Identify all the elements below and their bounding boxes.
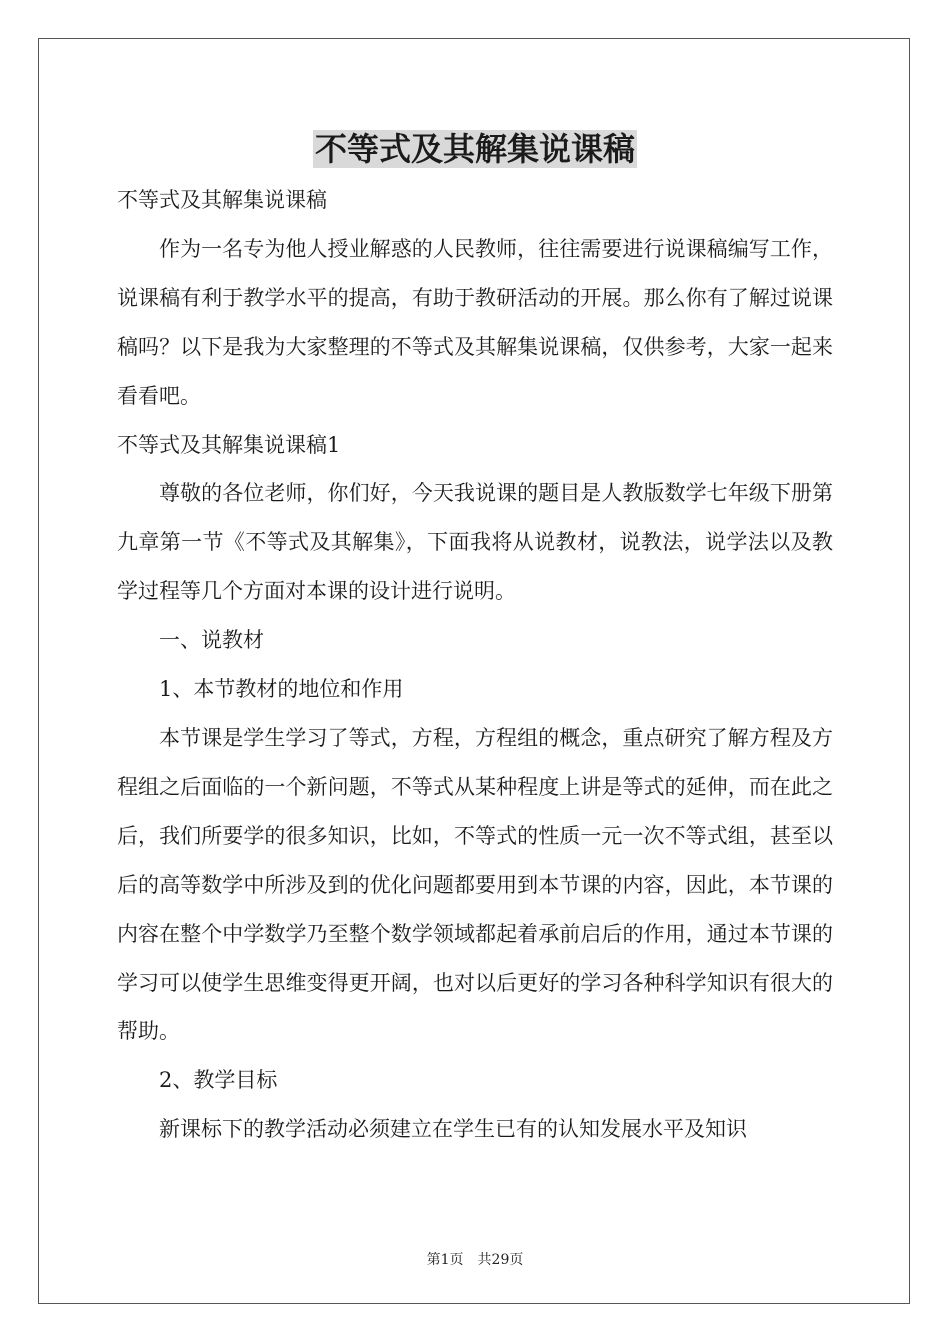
body-paragraph: 作为一名专为他人授业解惑的人民教师，往往需要进行说课稿编写工作，说课稿有利于教学水平的提高，有助于教研活动的开展。那么你有了解过说课稿吗？以下是我为大家整理的不等式及其解集说课稿，仅供参考，大家一起来看看吧。 <box>117 236 833 408</box>
body-paragraph: 一、说教材 <box>159 628 264 653</box>
document-title <box>0 126 950 172</box>
body-paragraph: 不等式及其解集说课稿 <box>117 188 327 212</box>
body-paragraph: 新课标下的教学活动必须建立在学生已有的认知发展水平及知识 <box>159 1117 747 1142</box>
document-body <box>117 176 833 1154</box>
body-paragraph: 2、教学目标 <box>159 1068 278 1093</box>
body-paragraph: 尊敬的各位老师，你们好，今天我说课的题目是人教版数学七年级下册第九章第一节《不等式及其解集》，下面我将从说教材，说教法，说学法以及教学过程等几个方面对本课的设计进行说明。 <box>117 481 833 604</box>
body-paragraph: 不等式及其解集说课稿1 <box>117 432 341 457</box>
body-paragraph: 本节课是学生学习了等式，方程，方程组的概念，重点研究了解方程及方程组之后面临的一个新问题，不等式从某种程度上讲是等式的延伸，而在此之后，我们所要学的很多知识，比如，不等式的性质一元一次不等式组，甚至以后的高等数学中所涉及到的优化问题都要用到本节课的内容，因此，本节课的内容在整个中学数学乃至整个数学领域都起着承前启后的作用，通过本节课的学习可以使学生思维变得更开阔，也对以后更好的学习各种科学知识有很大的帮助。 <box>117 725 833 1044</box>
body-paragraph: 1、本节教材的地位和作用 <box>159 677 404 702</box>
page-footer: 第1页 共29页 <box>426 1252 524 1268</box>
document-title-text: 不等式及其解集说课稿 <box>314 130 635 168</box>
